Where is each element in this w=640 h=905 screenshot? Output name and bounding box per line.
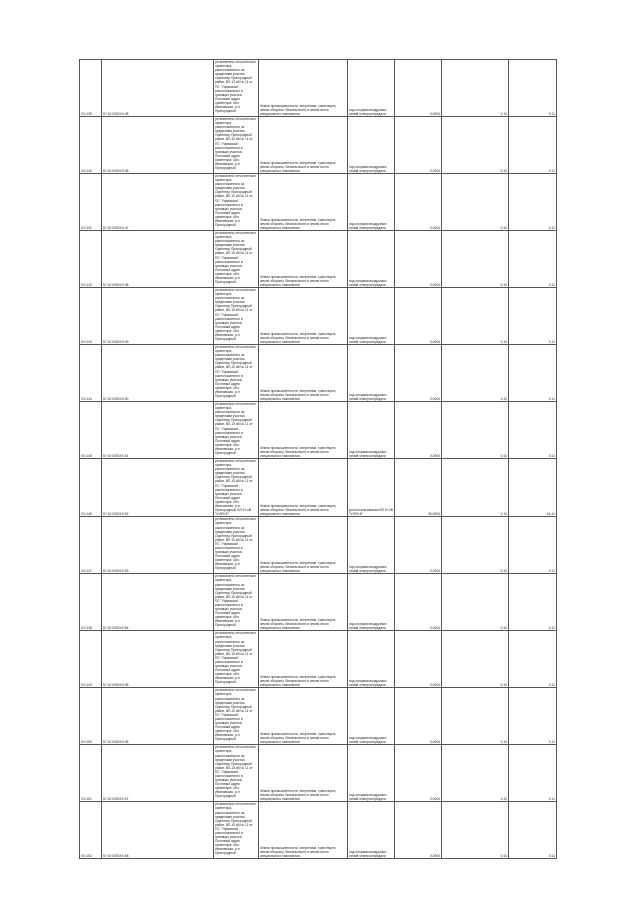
cell-area: 0,0004 [395, 117, 442, 174]
cell-cad: 57:10:0000ХХ:45 [102, 60, 214, 117]
cell-v1: 0,10 [442, 174, 509, 231]
cell-v2: 0,11 [509, 745, 557, 802]
cell-v2: 0,11 [509, 688, 557, 745]
cell-v1: 0,10 [442, 231, 509, 288]
cell-area: 30,0004 [395, 459, 442, 517]
cell-area: 0,0004 [395, 631, 442, 688]
cell-num: ЧЧ:144 [80, 345, 102, 402]
cell-area: 0,0004 [395, 174, 442, 231]
cell-cat: Земли промышленности, энергетики, транспорта, земли обороны, безопасности и земли иного специального назначения [259, 574, 348, 631]
table-row [80, 574, 557, 631]
cell-area: 0,0004 [395, 345, 442, 402]
cell-desc: установлено относительно ориентира, расположенного за пределами участка. Ориентир Пригородный район, ВЛ-10 кВ № 11 от ПС "Уфимская", расположенного в границах участка. Почтовый адрес ориентира: обл. Ивановская, р-н Пригородный [214, 574, 259, 631]
cell-desc: установлено относительно ориентира, расположенного за пределами участка. Ориентир Пригородный район, ВЛ-10 кВ № 11 от ПС "Уфимская", расположенного в границах участка. Почтовый адрес ориентира: обл. Ивановская, р-н Пригородный [214, 174, 259, 231]
cell-v2: 0,11 [509, 288, 557, 345]
cell-area: 0,0004 [395, 288, 442, 345]
cell-desc: установлено относительно ориентира, расположенного за пределами участка. Ориентир Пригородный район, ВЛ-10 кВ № 11 от ПС "Уфимская", расположенного в границах участка. Почтовый адрес ориентира: обл. Ивановская, р-н Пригородный [214, 288, 259, 345]
table-row [80, 517, 557, 574]
cell-use: под опорами воздушных линий электропередачи [348, 231, 395, 288]
cell-desc: установлено относительно ориентира, расположенного за пределами участка. Ориентир Пригородный район, ВЛ-10 кВ № 11 от ПС "Уфимская", расположенного в границах участка. Почтовый адрес ориентира: обл. Ивановская, р-н Пригородный, ВЛ-10 кВ "ЧУФ0-Б" [214, 459, 259, 517]
document-table [79, 59, 557, 859]
cell-v1: 0,10 [442, 117, 509, 174]
cell-area: 0,0004 [395, 517, 442, 574]
cell-cad: 57:10:0000ХХ:47 [102, 174, 214, 231]
cell-v1: 0,10 [442, 402, 509, 459]
table-row [80, 288, 557, 345]
cell-v2: 0,11 [509, 402, 557, 459]
cell-cat: Земли промышленности, энергетики, транспорта, земли обороны, безопасности и земли иного специального назначения [259, 231, 348, 288]
table-body [80, 60, 557, 859]
cell-v1: 0,10 [442, 745, 509, 802]
cell-cat: Земли промышленности, энергетики, транспорта, земли обороны, безопасности и земли иного специального назначения [259, 688, 348, 745]
cell-num: ЧЧ:152 [80, 802, 102, 859]
cell-v1: 0,10 [442, 60, 509, 117]
cell-v2: 0,11 [509, 574, 557, 631]
cell-area: 0,0004 [395, 745, 442, 802]
cell-v2: 0,11 [509, 802, 557, 859]
cell-num: ЧЧ:150 [80, 688, 102, 745]
cell-cad: 57:10:0000ХХ:57 [102, 745, 214, 802]
cell-cad: 57:10:0000ХХ:55 [102, 631, 214, 688]
cell-desc: установлено относительно ориентира, расположенного за пределами участка. Ориентир Пригородный район, ВЛ-10 кВ № 11 от ПС "Уфимская", расположенного в границах участка. Почтовый адрес ориентира: обл. Ивановская, р-н Пригородный [214, 745, 259, 802]
cell-v1: 0,10 [442, 345, 509, 402]
cell-use: под опорами воздушных линий электропередачи [348, 117, 395, 174]
table-row [80, 459, 557, 517]
cell-cad: 57:10:0000ХХ:54 [102, 574, 214, 631]
cell-num: ЧЧ:146 [80, 459, 102, 517]
cell-desc: установлено относительно ориентира, расположенного за пределами участка. Ориентир Пригородный район, ВЛ-10 кВ № 11 от ПС "Уфимская", расположенного в границах участка. Почтовый адрес ориентира: обл. Ивановская, р-н Пригородный [214, 402, 259, 459]
cell-cat: Земли промышленности, энергетики, транспорта, земли обороны, безопасности и земли иного специального назначения [259, 802, 348, 859]
cell-use: под опорами воздушных линий электропередачи [348, 174, 395, 231]
cell-num: ЧЧ:140 [80, 117, 102, 174]
cell-desc: установлено относительно ориентира, расположенного за пределами участка. Ориентир Пригородный район, ВЛ-10 кВ № 11 от ПС "Уфимская", расположенного в границах участка. Почтовый адрес ориентира: обл. Ивановская, р-н Пригородный [214, 802, 259, 859]
cell-use: под опорами воздушных линий электропередачи [348, 745, 395, 802]
cell-cat: Земли промышленности, энергетики, транспорта, земли обороны, безопасности и земли иного специального назначения [259, 745, 348, 802]
cell-desc: установлено относительно ориентира, расположенного за пределами участка. Ориентир Пригородный район, ВЛ-10 кВ № 11 от ПС "Уфимская", расположенного в границах участка. Почтовый адрес ориентира: обл. Ивановская, р-н Пригородный [214, 631, 259, 688]
cell-num: ЧЧ:139 [80, 60, 102, 117]
cell-v2: 0,11 [509, 60, 557, 117]
cell-cat: Земли промышленности, энергетики, транспорта, земли обороны, безопасности и земли иного специального назначения [259, 117, 348, 174]
cell-v1: 0,10 [442, 631, 509, 688]
table-row [80, 231, 557, 288]
cell-cad: 57:10:0000ХХ:56 [102, 688, 214, 745]
cell-cad: 57:10:0000ХХ:53 [102, 517, 214, 574]
table-row [80, 60, 557, 117]
cell-use: под опорами воздушных линий электропередачи [348, 688, 395, 745]
table-row [80, 631, 557, 688]
cell-v1: 0,10 [442, 459, 509, 517]
cell-use: под опорами воздушных линий электропередачи [348, 517, 395, 574]
cell-area: 0,0004 [395, 802, 442, 859]
cell-v1: 0,10 [442, 574, 509, 631]
cell-desc: установлено относительно ориентира, расположенного за пределами участка. Ориентир Пригородный район, ВЛ-10 кВ № 11 от ПС "Уфимская", расположенного в границах участка. Почтовый адрес ориентира: обл. Ивановская, р-н Пригородный [214, 117, 259, 174]
cell-use: под опорами воздушных линий электропередачи [348, 345, 395, 402]
table-row [80, 688, 557, 745]
cell-cad: 57:10:0000ХХ:46 [102, 117, 214, 174]
table-row [80, 745, 557, 802]
cell-v2: 0,11 [509, 631, 557, 688]
cell-cad: 57:10:0000ХХ:49 [102, 288, 214, 345]
cell-use: под опорами воздушных линий электропередачи [348, 574, 395, 631]
table-row [80, 345, 557, 402]
cell-cad: 57:10:0000ХХ:58 [102, 802, 214, 859]
cell-num: ЧЧ:148 [80, 574, 102, 631]
cell-cad: 57:10:0000ХХ:51 [102, 402, 214, 459]
cell-cat: Земли промышленности, энергетики, транспорта, земли обороны, безопасности и земли иного специального назначения [259, 288, 348, 345]
cell-v1: 0,10 [442, 688, 509, 745]
cell-cat: Земли промышленности, энергетики, транспорта, земли обороны, безопасности и земли иного специального назначения [259, 174, 348, 231]
cell-v2: 0,11 [509, 174, 557, 231]
cell-v2: 0,11 [509, 345, 557, 402]
cell-num: ЧЧ:141 [80, 174, 102, 231]
cell-use: под опорами воздушных линий электропередачи [348, 631, 395, 688]
cell-area: 0,0004 [395, 402, 442, 459]
cell-cat: Земли промышленности, энергетики, транспорта, земли обороны, безопасности и земли иного специального назначения [259, 517, 348, 574]
cell-area: 0,0004 [395, 231, 442, 288]
cell-cat: Земли промышленности, энергетики, транспорта, земли обороны, безопасности и земли иного специального назначения [259, 402, 348, 459]
cell-cat: Земли промышленности, энергетики, транспорта, земли обороны, безопасности и земли иного специального назначения [259, 459, 348, 517]
cell-v2: 0,11 [509, 517, 557, 574]
cell-desc: установлено относительно ориентира, расположенного за пределами участка. Ориентир Пригородный район, ВЛ-10 кВ № 11 от ПС "Уфимская", расположенного в границах участка. Почтовый адрес ориентира: обл. Ивановская, р-н Пригородный [214, 231, 259, 288]
cell-num: ЧЧ:143 [80, 288, 102, 345]
cell-area: 0,0004 [395, 574, 442, 631]
cell-v1: 0,10 [442, 288, 509, 345]
cell-use: под опорами воздушных линий электропередачи [348, 402, 395, 459]
cell-v2: 0,11 [509, 231, 557, 288]
cell-num: ЧЧ:151 [80, 745, 102, 802]
cell-desc: установлено относительно ориентира, расположенного за пределами участка. Ориентир Пригородный район, ВЛ-10 кВ № 11 от ПС "Уфимская", расположенного в границах участка. Почтовый адрес ориентира: обл. Ивановская, р-н Пригородный [214, 517, 259, 574]
cell-use: под опорами воздушных линий электропередачи [348, 802, 395, 859]
cell-cat: Земли промышленности, энергетики, транспорта, земли обороны, безопасности и земли иного специального назначения [259, 631, 348, 688]
cell-area: 0,0004 [395, 60, 442, 117]
cell-cat: Земли промышленности, энергетики, транспорта, земли обороны, безопасности и земли иного специального назначения [259, 345, 348, 402]
cell-use: для использования ВЛ 10 кВ "ЧУФ0-Б" [348, 459, 395, 517]
cell-cad: 57:10:0000ХХ:48 [102, 231, 214, 288]
cell-desc: установлено относительно ориентира, расположенного за пределами участка. Ориентир Пригородный район, ВЛ-10 кВ № 11 от ПС "Уфимская", расположенного в границах участка. Почтовый адрес ориентира: обл. Ивановская, р-н Пригородный [214, 688, 259, 745]
cell-num: ЧЧ:147 [80, 517, 102, 574]
cell-num: ЧЧ:149 [80, 631, 102, 688]
table-row [80, 402, 557, 459]
cell-cat: Земли промышленности, энергетики, транспорта, земли обороны, безопасности и земли иного специального назначения [259, 60, 348, 117]
cell-v2: 41,41 [509, 459, 557, 517]
table-row [80, 174, 557, 231]
cell-desc: установлено относительно ориентира, расположенного за пределами участка. Ориентир Пригородный район, ВЛ-10 кВ № 11 от ПС "Уфимская", расположенного в границах участка. Почтовый адрес ориентира: обл. Ивановская, р-н Пригородный [214, 60, 259, 117]
cell-use: под опорами воздушных линий электропередачи [348, 288, 395, 345]
table-row [80, 802, 557, 859]
cell-cad: 57:10:0000ХХ:50 [102, 345, 214, 402]
cell-desc: установлено относительно ориентира, расположенного за пределами участка. Ориентир Пригородный район, ВЛ-10 кВ № 11 от ПС "Уфимская", расположенного в границах участка. Почтовый адрес ориентира: обл. Ивановская, р-н Пригородный [214, 345, 259, 402]
table-row [80, 117, 557, 174]
cell-use: под опорами воздушных линий электропередачи [348, 60, 395, 117]
cell-cad: 57:10:0000ХХ:52 [102, 459, 214, 517]
cell-v1: 0,10 [442, 517, 509, 574]
cell-v2: 0,11 [509, 117, 557, 174]
cell-area: 0,0004 [395, 688, 442, 745]
cell-v1: 0,10 [442, 802, 509, 859]
cell-num: ЧЧ:145 [80, 402, 102, 459]
cell-num: ЧЧ:142 [80, 231, 102, 288]
